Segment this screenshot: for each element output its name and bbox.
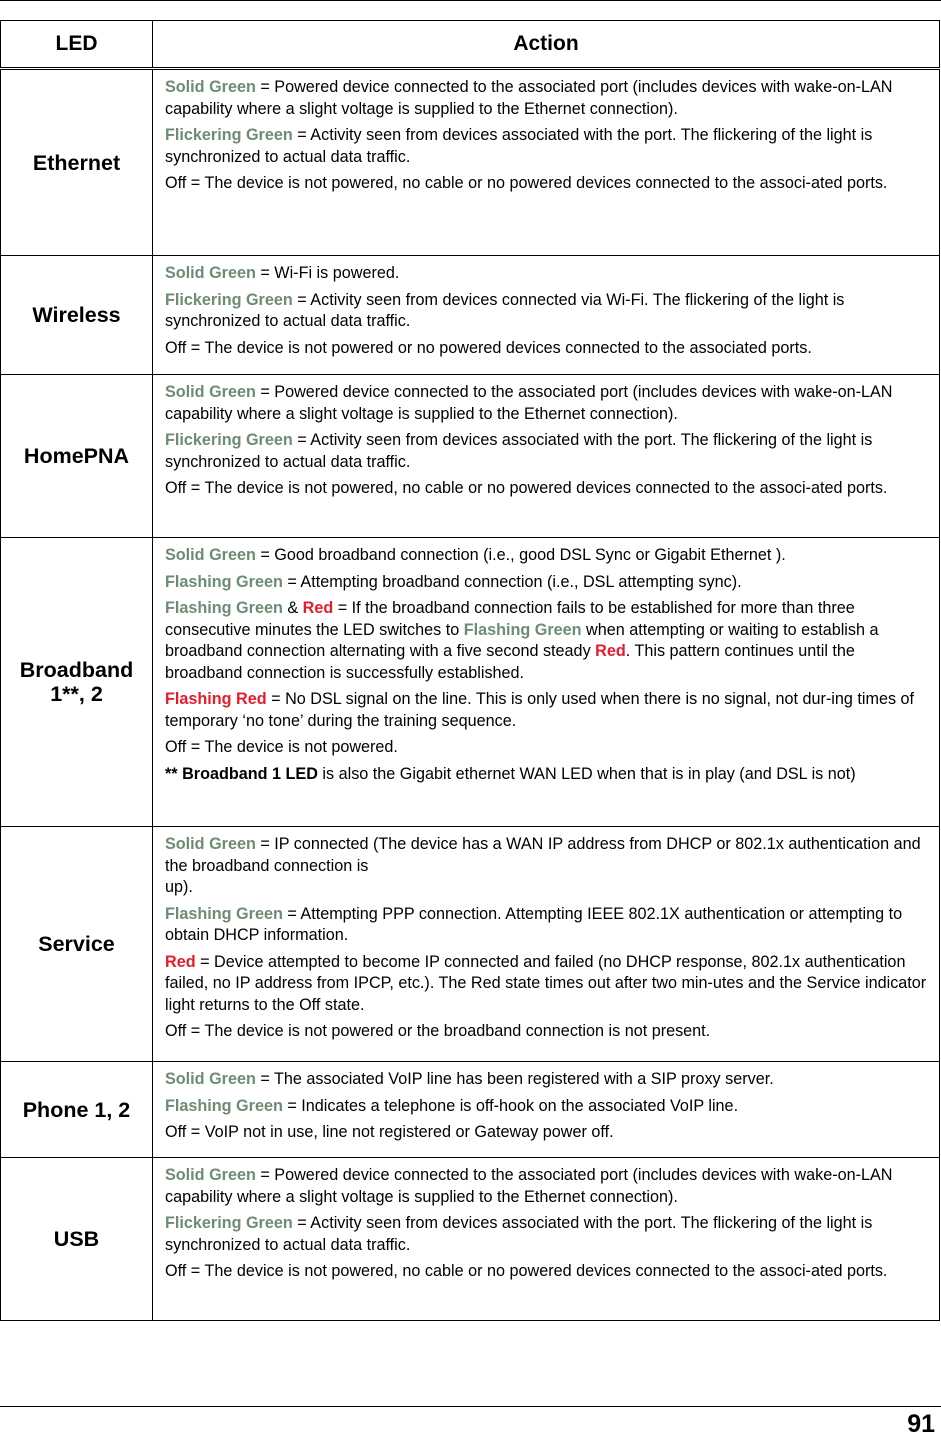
action-item: Solid Green = Powered device connected to the associated port (includes devices with wake-on-LAN capability where a slight voltage is supplied to the Ethernet connection).	[165, 383, 893, 423]
action-item: Solid Green = IP connected (The device has a WAN IP address from DHCP or 802.1x authentication and the broadband connection is up).	[165, 835, 921, 896]
action-cell	[153, 375, 940, 538]
footnote: ** Broadband 1 LED is also the Gigabit ethernet WAN LED when that is in play (and DSL is not)	[165, 764, 856, 783]
action-item: Red = Device attempted to become IP connected and failed (no DHCP response, 802.1x authentication failed, no IP address from IPCP, etc.). The Red state times out after two min-utes and the Service indicator light returns to the Off state.	[165, 952, 927, 1014]
action-item: Flickering Green = Activity seen from devices connected via Wi-Fi. The flickering of the light is synchronized to actual data traffic.	[165, 290, 845, 330]
table-row-phone	[1, 1062, 940, 1158]
table-row-wireless	[1, 256, 940, 375]
state-label: Solid Green	[165, 1070, 256, 1088]
table-row-broadband	[1, 538, 940, 827]
action-cell	[153, 69, 940, 256]
action-cell	[153, 256, 940, 375]
table-row-usb	[1, 1158, 940, 1321]
action-item: Solid Green = Powered device connected to the associated port (includes devices with wake-on-LAN capability where a slight voltage is supplied to the Ethernet connection).	[165, 78, 893, 118]
action-item: Flashing Green & Red = If the broadband connection fails to be established for more than three consecutive minutes the LED switches to Flashing Green when attempting or waiting to establish a broadband connection alternating with a five second steady Red. This pattern continues until the broadband connection is successfully established.	[165, 599, 879, 682]
led-name: Wireless	[1, 256, 153, 375]
action-cell	[153, 827, 940, 1062]
led-name: Ethernet	[1, 69, 153, 256]
state-label: Solid Green	[165, 546, 256, 564]
state-label: Solid Green	[165, 1166, 256, 1184]
action-item: Flashing Green = Attempting broadband connection (i.e., DSL attempting sync).	[165, 572, 742, 591]
action-item: Off = The device is not powered, no cable or no powered devices connected to the associ-ated ports.	[165, 174, 888, 192]
action-cell	[153, 1062, 940, 1158]
state-label: Flickering Green	[165, 1214, 293, 1232]
action-item: Flashing Green = Indicates a telephone is off-hook on the associated VoIP line.	[165, 1096, 739, 1115]
table-header-row	[1, 21, 940, 69]
action-item: Off = The device is not powered, no cable or no powered devices connected to the associ-ated ports.	[165, 1262, 888, 1280]
page-number: 91	[907, 1410, 935, 1438]
state-label: Flashing Green	[165, 572, 283, 591]
led-status-table	[0, 20, 940, 1321]
header-led: LED	[1, 21, 153, 69]
state-label: Flickering Green	[165, 126, 293, 144]
action-cell	[153, 538, 940, 827]
led-name: USB	[1, 1158, 153, 1321]
led-name: HomePNA	[1, 375, 153, 538]
action-item: Solid Green = Wi-Fi is powered.	[165, 264, 400, 282]
led-name: Broadband 1**, 2	[1, 538, 153, 827]
action-item: Solid Green = Good broadband connection (i.e., good DSL Sync or Gigabit Ethernet ).	[165, 546, 786, 564]
state-label: Red	[595, 642, 626, 660]
action-cell	[153, 1158, 940, 1321]
state-label: Flashing Green	[463, 620, 582, 639]
action-item: Off = VoIP not in use, line not registered or Gateway power off.	[165, 1123, 614, 1141]
state-label: Red	[165, 952, 196, 971]
state-label: Flickering Green	[165, 431, 293, 449]
action-item: Flashing Green = Attempting PPP connection. Attempting IEEE 802.1X authentication or attempting to obtain DHCP information.	[165, 904, 903, 944]
action-item: Flashing Red = No DSL signal on the line. This is only used when there is no signal, not dur-ing times of temporary ‘no tone’ during the training sequence.	[165, 690, 915, 730]
table-row-homepna	[1, 375, 940, 538]
state-label: Flashing Green	[165, 599, 283, 617]
action-item: Off = The device is not powered.	[165, 738, 398, 756]
state-label: Flickering Green	[165, 290, 293, 309]
table-row-service	[1, 827, 940, 1062]
action-item: Flickering Green = Activity seen from devices associated with the port. The flickering of the light is synchronized to actual data traffic.	[165, 1214, 873, 1254]
state-label: Flashing Green	[165, 904, 283, 923]
top-rule	[0, 0, 941, 1]
action-item: Flickering Green = Activity seen from devices associated with the port. The flickering of the light is synchronized to actual data traffic.	[165, 431, 873, 471]
action-item: Off = The device is not powered or no powered devices connected to the associated ports.	[165, 338, 812, 357]
action-item: Flickering Green = Activity seen from devices associated with the port. The flickering of the light is synchronized to actual data traffic.	[165, 126, 873, 166]
led-name: Phone 1, 2	[1, 1062, 153, 1158]
action-item: Off = The device is not powered, no cable or no powered devices connected to the associ-ated ports.	[165, 479, 888, 497]
led-name: Service	[1, 827, 153, 1062]
table-row-ethernet	[1, 69, 940, 256]
action-item: Solid Green = Powered device connected to the associated port (includes devices with wake-on-LAN capability where a slight voltage is supplied to the Ethernet connection).	[165, 1166, 893, 1206]
action-item: Off = The device is not powered or the broadband connection is not present.	[165, 1022, 711, 1040]
header-action: Action	[153, 21, 940, 69]
action-item: Solid Green = The associated VoIP line has been registered with a SIP proxy server.	[165, 1070, 774, 1088]
bottom-rule	[0, 1406, 941, 1407]
state-label: Solid Green	[165, 264, 256, 282]
state-label: Flashing Red	[165, 690, 267, 708]
state-label: Flashing Green	[165, 1096, 283, 1115]
state-label: Solid Green	[165, 835, 256, 853]
state-label: Solid Green	[165, 78, 256, 96]
state-label: Red	[302, 599, 334, 617]
state-label: Solid Green	[165, 383, 256, 401]
